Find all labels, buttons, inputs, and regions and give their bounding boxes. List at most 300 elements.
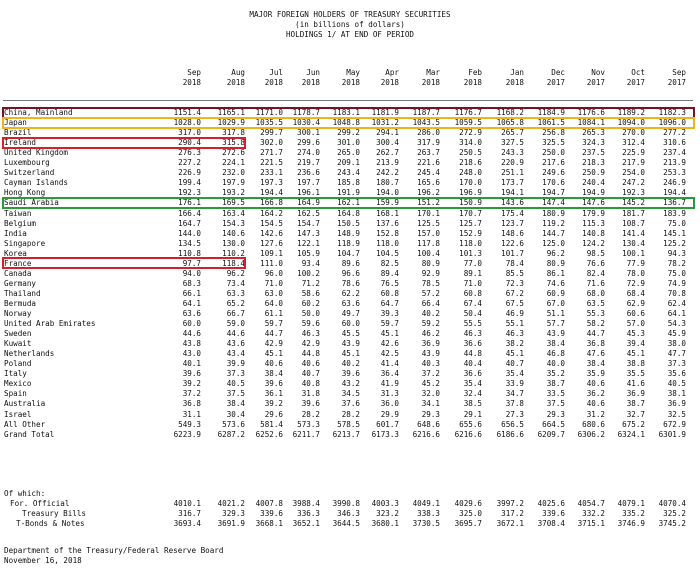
table-cell: 59.0	[226, 319, 245, 329]
table-cell: 118.0	[376, 238, 399, 248]
table-cell: 109.1	[260, 248, 283, 258]
table-cell: 224.1	[222, 158, 245, 168]
table-cell: 59.7	[380, 319, 399, 329]
table-cell: 147.3	[297, 228, 320, 238]
table-cell: 58.6	[301, 288, 320, 298]
table-cell: 110.8	[178, 248, 201, 258]
table-cell: 134.5	[178, 238, 201, 248]
table-cell: 37.5	[226, 389, 245, 399]
table-cell: 65.2	[226, 298, 245, 308]
row-label-singapore: Singapore	[4, 238, 46, 248]
highlight-box-france	[2, 257, 246, 269]
table-cell: 137.6	[376, 218, 399, 228]
table-cell: 38.8	[626, 359, 645, 369]
of-which-cell: 3680.1	[371, 519, 399, 529]
table-cell: 217.9	[622, 158, 645, 168]
of-which-cell: 4079.1	[617, 499, 645, 508]
table-cell: 197.3	[260, 178, 283, 188]
table-cell: 46.3	[505, 329, 524, 339]
highlight-box-saudi-arabia	[2, 197, 695, 209]
of-which-cell: 336.3	[297, 509, 320, 519]
table-cell: 176.1	[178, 198, 201, 208]
table-cell: 6223.9	[173, 429, 201, 439]
table-cell: 170.1	[417, 208, 440, 218]
column-header-year: 2018	[380, 78, 399, 87]
table-cell: 277.2	[663, 128, 686, 138]
table-cell: 173.7	[501, 178, 524, 188]
table-cell: 122.6	[501, 238, 524, 248]
of-which-cell: 3672.1	[496, 519, 524, 529]
table-cell: 1165.1	[217, 108, 245, 117]
table-cell: 54.3	[667, 319, 686, 329]
table-cell: 290.4	[178, 138, 201, 148]
of-which-cell: 3715.1	[577, 519, 605, 529]
table-cell: 35.6	[667, 369, 686, 379]
table-cell: 573.3	[297, 419, 320, 429]
row-label-israel: Israel	[4, 409, 32, 419]
table-cell: 1178.7	[292, 108, 320, 117]
table-cell: 6211.7	[292, 429, 320, 439]
row-label-china-mainland: China, Mainland	[4, 108, 73, 117]
row-label-thailand: Thailand	[4, 288, 41, 298]
table-cell: 34.7	[505, 389, 524, 399]
of-which-cell: 3668.1	[255, 519, 283, 529]
table-cell: 63.6	[182, 309, 201, 318]
table-cell: 39.2	[264, 399, 283, 409]
table-cell: 655.6	[459, 419, 482, 429]
table-cell: 43.8	[182, 339, 201, 349]
row-label-norway: Norway	[4, 309, 32, 318]
table-cell: 44.8	[463, 349, 482, 359]
of-which-cell: 3988.4	[292, 499, 320, 508]
table-cell: 217.6	[542, 158, 565, 168]
table-cell: 6216.6	[454, 429, 482, 439]
table-cell: 45.5	[341, 329, 360, 339]
table-cell: 32.5	[667, 409, 686, 419]
of-which-cell: 339.6	[260, 509, 283, 519]
table-cell: 6306.2	[577, 429, 605, 439]
table-cell: 213.9	[663, 158, 686, 168]
table-cell: 45.1	[626, 349, 645, 359]
table-cell: 1189.2	[617, 108, 645, 117]
table-cell: 30.4	[226, 409, 245, 419]
table-cell: 125.0	[542, 238, 565, 248]
table-cell: 43.9	[341, 339, 360, 349]
table-cell: 270.0	[622, 128, 645, 138]
table-cell: 40.4	[463, 359, 482, 369]
row-label-france: France	[4, 258, 32, 268]
table-cell: 71.6	[586, 278, 605, 288]
table-cell: 6173.3	[371, 429, 399, 439]
table-cell: 67.5	[505, 298, 524, 308]
table-cell: 1048.8	[332, 118, 360, 128]
table-cell: 38.0	[667, 339, 686, 349]
table-cell: 71.0	[264, 278, 283, 288]
column-header-month: Apr	[385, 68, 399, 77]
table-cell: 6287.2	[217, 429, 245, 439]
table-cell: 164.7	[178, 218, 201, 228]
table-cell: 46.3	[301, 329, 320, 339]
table-cell: 194.9	[582, 188, 605, 198]
table-cell: 6252.6	[255, 429, 283, 439]
table-cell: 49.7	[341, 309, 360, 318]
of-which-cell: 3997.2	[496, 499, 524, 508]
table-cell: 36.1	[264, 389, 283, 399]
column-header-month: Jul	[269, 68, 283, 77]
table-cell: 327.5	[501, 138, 524, 148]
table-cell: 78.4	[505, 258, 524, 268]
table-cell: 40.3	[421, 359, 440, 369]
table-cell: 66.1	[182, 288, 201, 298]
table-cell: 94.3	[667, 248, 686, 258]
row-label-united-arab-emirates: United Arab Emirates	[4, 319, 96, 329]
table-cell: 276.3	[178, 148, 201, 158]
table-cell: 61.1	[264, 309, 283, 318]
table-cell: 27.3	[505, 409, 524, 419]
row-label-poland: Poland	[4, 359, 32, 369]
of-which-cell: 346.3	[337, 509, 360, 519]
table-cell: 219.7	[297, 158, 320, 168]
of-which-cell: 316.7	[178, 509, 201, 519]
table-cell: 75.0	[667, 218, 686, 228]
table-cell: 38.7	[546, 379, 565, 389]
table-cell: 236.6	[297, 168, 320, 178]
table-cell: 299.6	[297, 138, 320, 148]
of-which-cell: 329.3	[222, 509, 245, 519]
table-cell: 40.7	[301, 369, 320, 379]
of-which-cell: 4049.1	[412, 499, 440, 508]
table-cell: 142.6	[260, 228, 283, 238]
of-which-cell: 3708.4	[537, 519, 565, 529]
table-cell: 180.9	[542, 208, 565, 218]
table-cell: 67.0	[546, 298, 565, 308]
table-cell: 1059.5	[454, 118, 482, 128]
column-header-year: 2018	[505, 78, 524, 87]
table-cell: 47.7	[667, 349, 686, 359]
table-cell: 68.0	[586, 288, 605, 298]
table-cell: 47.6	[586, 349, 605, 359]
table-cell: 170.6	[542, 178, 565, 188]
table-cell: 80.9	[546, 258, 565, 268]
table-cell: 164.8	[337, 208, 360, 218]
table-cell: 164.9	[297, 198, 320, 208]
table-cell: 243.4	[337, 168, 360, 178]
table-cell: 60.6	[626, 309, 645, 318]
table-cell: 144.7	[542, 228, 565, 238]
table-cell: 40.2	[341, 359, 360, 369]
table-cell: 33.9	[505, 379, 524, 389]
table-cell: 64.1	[182, 298, 201, 308]
table-cell: 39.3	[380, 309, 399, 318]
table-cell: 6209.7	[537, 429, 565, 439]
table-cell: 44.7	[586, 329, 605, 339]
table-cell: 39.6	[301, 399, 320, 409]
table-cell: 312.4	[622, 138, 645, 148]
table-cell: 31.8	[301, 389, 320, 399]
row-label-germany: Germany	[4, 278, 37, 288]
table-cell: 325.5	[542, 138, 565, 148]
of-which-cell: 4054.7	[577, 499, 605, 508]
row-label-switzerland: Switzerland	[4, 168, 55, 178]
table-cell: 32.7	[626, 409, 645, 419]
table-cell: 59.7	[264, 319, 283, 329]
table-cell: 170.0	[459, 178, 482, 188]
table-cell: 150.9	[459, 198, 482, 208]
table-cell: 118.9	[337, 238, 360, 248]
table-cell: 41.6	[626, 379, 645, 389]
table-cell: 64.1	[667, 309, 686, 318]
table-cell: 36.9	[626, 389, 645, 399]
table-cell: 80.9	[421, 258, 440, 268]
table-cell: 125.2	[663, 238, 686, 248]
row-label-saudi-arabia: Saudi Arabia	[4, 198, 59, 208]
table-cell: 36.6	[463, 339, 482, 349]
table-cell: 74.6	[546, 278, 565, 288]
table-cell: 96.2	[546, 248, 565, 258]
table-cell: 183.9	[663, 208, 686, 218]
footer-date: November 16, 2018	[4, 556, 82, 565]
table-cell: 28.2	[341, 409, 360, 419]
table-cell: 46.8	[546, 349, 565, 359]
table-cell: 157.0	[417, 228, 440, 238]
table-cell: 40.2	[421, 309, 440, 318]
row-label-bermuda: Bermuda	[4, 298, 37, 308]
table-cell: 60.8	[463, 288, 482, 298]
table-cell: 6324.1	[617, 429, 645, 439]
table-cell: 299.2	[337, 128, 360, 138]
of-which-cell: 332.2	[582, 509, 605, 519]
table-cell: 32.0	[421, 389, 440, 399]
table-cell: 38.4	[586, 359, 605, 369]
table-cell: 62.4	[667, 298, 686, 308]
table-cell: 78.5	[421, 278, 440, 288]
table-cell: 150.5	[337, 218, 360, 228]
table-cell: 124.2	[582, 238, 605, 248]
table-cell: 78.0	[626, 268, 645, 278]
table-cell: 152.9	[459, 228, 482, 238]
table-cell: 60.0	[341, 319, 360, 329]
column-header-month: Oct	[631, 68, 645, 77]
table-cell: 154.7	[297, 218, 320, 228]
table-cell: 154.5	[260, 218, 283, 228]
of-which-cell: 4025.6	[537, 499, 565, 508]
table-cell: 300.1	[297, 128, 320, 138]
table-cell: 1171.0	[255, 108, 283, 117]
table-cell: 162.1	[337, 198, 360, 208]
table-cell: 74.9	[667, 278, 686, 288]
table-cell: 39.6	[264, 379, 283, 389]
table-cell: 108.7	[622, 218, 645, 228]
column-header-year: 2018	[463, 78, 482, 87]
row-label-netherlands: Netherlands	[4, 349, 55, 359]
row-label-cayman-islands: Cayman Islands	[4, 178, 69, 188]
table-cell: 251.1	[501, 168, 524, 178]
table-cell: 1030.4	[292, 118, 320, 128]
column-header-month: Mar	[426, 68, 440, 77]
table-cell: 110.2	[222, 248, 245, 258]
of-which-cell: 325.2	[663, 509, 686, 519]
table-cell: 249.6	[542, 168, 565, 178]
table-cell: 36.6	[463, 369, 482, 379]
table-cell: 233.1	[260, 168, 283, 178]
table-cell: 43.6	[226, 339, 245, 349]
table-cell: 680.6	[582, 419, 605, 429]
of-which-cell: 4003.3	[371, 499, 399, 508]
table-cell: 232.0	[222, 168, 245, 178]
table-cell: 50.4	[463, 309, 482, 318]
table-cell: 1183.1	[332, 108, 360, 117]
column-header-month: Aug	[231, 68, 245, 77]
table-cell: 136.7	[663, 198, 686, 208]
table-cell: 89.1	[463, 268, 482, 278]
table-cell: 130.4	[622, 238, 645, 248]
row-label-india: India	[4, 228, 27, 238]
table-cell: 1176.6	[577, 108, 605, 117]
table-cell: 130.0	[222, 238, 245, 248]
header-rule	[3, 100, 693, 101]
table-cell: 29.3	[421, 409, 440, 419]
table-cell: 68.4	[626, 288, 645, 298]
table-cell: 37.3	[667, 359, 686, 369]
of-which-label-t-bonds-notes: T-Bonds & Notes	[16, 519, 85, 529]
column-header-month: Jan	[510, 68, 524, 77]
table-cell: 57.7	[546, 319, 565, 329]
table-cell: 100.1	[622, 248, 645, 258]
table-cell: 286.0	[417, 128, 440, 138]
table-cell: 125.7	[459, 218, 482, 228]
table-cell: 165.6	[417, 178, 440, 188]
row-label-belgium: Belgium	[4, 218, 37, 228]
table-cell: 193.2	[222, 188, 245, 198]
table-cell: 40.7	[505, 359, 524, 369]
table-cell: 194.7	[542, 188, 565, 198]
table-cell: 1043.5	[412, 118, 440, 128]
table-cell: 39.6	[182, 369, 201, 379]
table-cell: 250.5	[459, 148, 482, 158]
of-which-cell: 3644.5	[332, 519, 360, 529]
table-cell: 154.3	[222, 218, 245, 228]
table-cell: 62.9	[626, 298, 645, 308]
table-cell: 242.2	[376, 168, 399, 178]
table-cell: 39.2	[182, 379, 201, 389]
table-cell: 64.7	[380, 298, 399, 308]
table-cell: 159.9	[376, 198, 399, 208]
table-cell: 66.7	[226, 309, 245, 318]
table-cell: 213.9	[376, 158, 399, 168]
table-cell: 148.6	[501, 228, 524, 238]
table-cell: 96.6	[341, 268, 360, 278]
column-header-month: Sep	[672, 68, 686, 77]
table-cell: 39.9	[226, 359, 245, 369]
table-cell: 36.8	[586, 339, 605, 349]
table-cell: 43.2	[341, 379, 360, 389]
table-cell: 237.5	[582, 148, 605, 158]
table-cell: 45.1	[505, 349, 524, 359]
table-cell: 262.7	[376, 148, 399, 158]
of-which-cell: 325.0	[459, 509, 482, 519]
table-cell: 45.9	[667, 329, 686, 339]
table-cell: 314.0	[459, 138, 482, 148]
table-cell: 71.2	[301, 278, 320, 288]
table-cell: 147.6	[582, 198, 605, 208]
table-cell: 101.3	[459, 248, 482, 258]
table-cell: 96.0	[264, 268, 283, 278]
table-cell: 55.1	[505, 319, 524, 329]
table-cell: 573.6	[222, 419, 245, 429]
table-cell: 63.3	[226, 288, 245, 298]
of-which-cell: 3730.5	[412, 519, 440, 529]
table-cell: 31.3	[380, 389, 399, 399]
table-cell: 37.5	[546, 399, 565, 409]
table-cell: 209.1	[337, 158, 360, 168]
column-header-year: 2017	[667, 78, 686, 87]
table-cell: 148.9	[337, 228, 360, 238]
table-cell: 40.6	[264, 359, 283, 369]
table-cell: 199.4	[178, 178, 201, 188]
table-cell: 45.1	[380, 329, 399, 339]
table-cell: 36.9	[667, 399, 686, 409]
of-which-cell: 4029.6	[454, 499, 482, 508]
row-label-korea: Korea	[4, 248, 27, 258]
of-which-cell: 4021.2	[217, 499, 245, 508]
table-cell: 60.2	[301, 298, 320, 308]
table-cell: 97.7	[182, 258, 201, 268]
table-cell: 44.6	[226, 329, 245, 339]
table-cell: 1031.2	[371, 118, 399, 128]
column-header-month: Dec	[551, 68, 565, 77]
of-which-cell: 4007.8	[255, 499, 283, 508]
table-cell: 38.2	[505, 339, 524, 349]
table-cell: 67.4	[463, 298, 482, 308]
table-cell: 6216.6	[412, 429, 440, 439]
row-label-mexico: Mexico	[4, 379, 32, 389]
footer-source: Department of the Treasury/Federal Reserve Board	[4, 546, 224, 555]
table-cell: 664.5	[542, 419, 565, 429]
row-label-grand-total: Grand Total	[4, 429, 55, 439]
table-cell: 57.0	[626, 319, 645, 329]
of-which-cell: 3990.8	[332, 499, 360, 508]
table-cell: 163.4	[222, 208, 245, 218]
table-cell: 36.2	[586, 389, 605, 399]
table-cell: 119.2	[542, 218, 565, 228]
table-cell: 40.5	[226, 379, 245, 389]
table-cell: 125.5	[417, 218, 440, 228]
table-cell: 143.6	[501, 198, 524, 208]
table-cell: 272.6	[222, 148, 245, 158]
table-cell: 40.8	[301, 379, 320, 389]
table-cell: 38.7	[626, 399, 645, 409]
table-cell: 46.2	[421, 329, 440, 339]
table-cell: 29.9	[380, 409, 399, 419]
table-cell: 601.7	[376, 419, 399, 429]
table-cell: 302.0	[260, 138, 283, 148]
table-cell: 104.5	[376, 248, 399, 258]
table-cell: 43.4	[226, 349, 245, 359]
table-cell: 162.5	[297, 208, 320, 218]
table-cell: 29.1	[463, 409, 482, 419]
table-cell: 29.3	[546, 409, 565, 419]
table-cell: 6186.6	[496, 429, 524, 439]
table-cell: 675.2	[622, 419, 645, 429]
table-cell: 37.2	[182, 389, 201, 399]
table-cell: 656.5	[501, 419, 524, 429]
column-header-year: 2017	[586, 78, 605, 87]
table-cell: 192.3	[178, 188, 201, 198]
of-which-cell: 3745.2	[658, 519, 686, 529]
of-which-cell: 3693.4	[173, 519, 201, 529]
row-label-italy: Italy	[4, 369, 27, 379]
table-cell: 75.0	[667, 268, 686, 278]
